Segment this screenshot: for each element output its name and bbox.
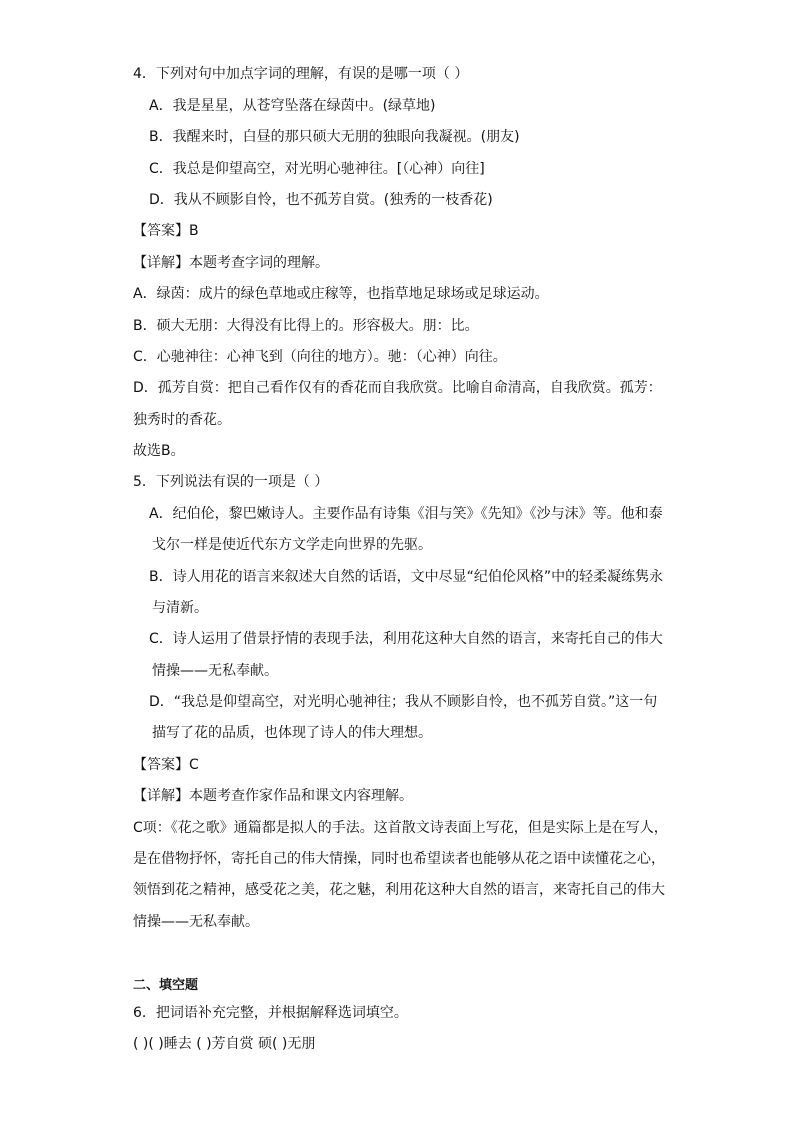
q5-option-b: B．诗人用花的语言来叙述大自然的话语，文中尽显“纪伯伦风格”中的轻柔凝练隽永 <box>149 569 664 585</box>
section-heading-fill-in: 二、填空题 <box>133 978 199 993</box>
q4-detail-d-cont: 独秀时的香花。 <box>133 412 231 428</box>
q5-option-c-cont: 情操——无私奉献。 <box>152 663 278 679</box>
q5-detail-line-4: 情操——无私奉献。 <box>133 914 259 930</box>
q5-option-c: C．诗人运用了借景抒情的表现手法，利用花这种大自然的语言，来寄托自己的伟大 <box>149 631 663 647</box>
q4-detail-a: A．绿茵：成片的绿色草地或庄稼等，也指草地足球场或足球运动。 <box>133 286 549 302</box>
q5-answer: 【答案】C <box>133 757 199 773</box>
q4-detail-b: B．硕大无朋：大得没有比得上的。形容极大。朋：比。 <box>133 318 479 334</box>
q5-option-a-cont: 戈尔一样是使近代东方文学走向世界的先驱。 <box>152 537 432 553</box>
q4-detail-d: D．孤芳自赏：把自己看作仅有的香花而自我欣赏。比喻自命清高，自我欣赏。孤芳： <box>133 380 662 396</box>
q4-conclusion: 故选B。 <box>133 443 185 459</box>
q4-option-b: B．我醒来时，白昼的那只硕大无朋的独眼向我凝视。(朋友) <box>149 129 520 145</box>
q5-stem: 5．下列说法有误的一项是（ ） <box>133 474 329 490</box>
q5-detail-line-1: C项：《花之歌》通篇都是拟人的手法。这首散文诗表面上写花，但是实际上是在写人， <box>133 820 668 836</box>
q5-detail-line-2: 是在借物抒怀，寄托自己的伟大情操，同时也希望读者也能够从花之语中读懂花之心， <box>133 851 665 867</box>
q4-option-c: C．我总是仰望高空，对光明心驰神往。[（心神）向往] <box>149 161 485 177</box>
q4-option-a: A．我是星星，从苍穹坠落在绿茵中。(绿草地) <box>149 98 436 114</box>
q5-option-a: A．纪伯伦，黎巴嫩诗人。主要作品有诗集《泪与笑》《先知》《沙与沫》等。他和泰 <box>149 506 663 522</box>
q5-option-d-cont: 描写了花的品质，也体现了诗人的伟大理想。 <box>152 725 432 741</box>
q5-detail-intro: 【详解】本题考查作家作品和课文内容理解。 <box>133 788 413 804</box>
q4-detail-c: C．心驰神往：心神飞到（向往的地方）。驰：（心神）向往。 <box>133 349 507 365</box>
q5-detail-line-3: 领悟到花之精神，感受花之美，花之魅，利用花这种大自然的语言，来寄托自己的伟大 <box>133 882 665 898</box>
q6-blanks: ( )( )睡去 ( )芳自赏 硕( )无朋 <box>133 1036 316 1052</box>
q4-stem: 4．下列对句中加点字词的理解，有误的是哪一项（ ） <box>133 66 469 82</box>
q6-stem: 6．把词语补充完整，并根据解释选词填空。 <box>133 1005 408 1021</box>
q4-detail-intro: 【详解】本题考查字词的理解。 <box>133 255 329 271</box>
q4-option-d: D．我从不顾影自怜，也不孤芳自赏。(独秀的一枝香花) <box>149 192 493 208</box>
q5-option-b-cont: 与清新。 <box>152 600 208 616</box>
q5-option-d: D．“我总是仰望高空，对光明心驰神往；我从不顾影自怜，也不孤芳自赏。”这一句 <box>149 694 658 710</box>
q4-answer: 【答案】B <box>133 223 199 239</box>
